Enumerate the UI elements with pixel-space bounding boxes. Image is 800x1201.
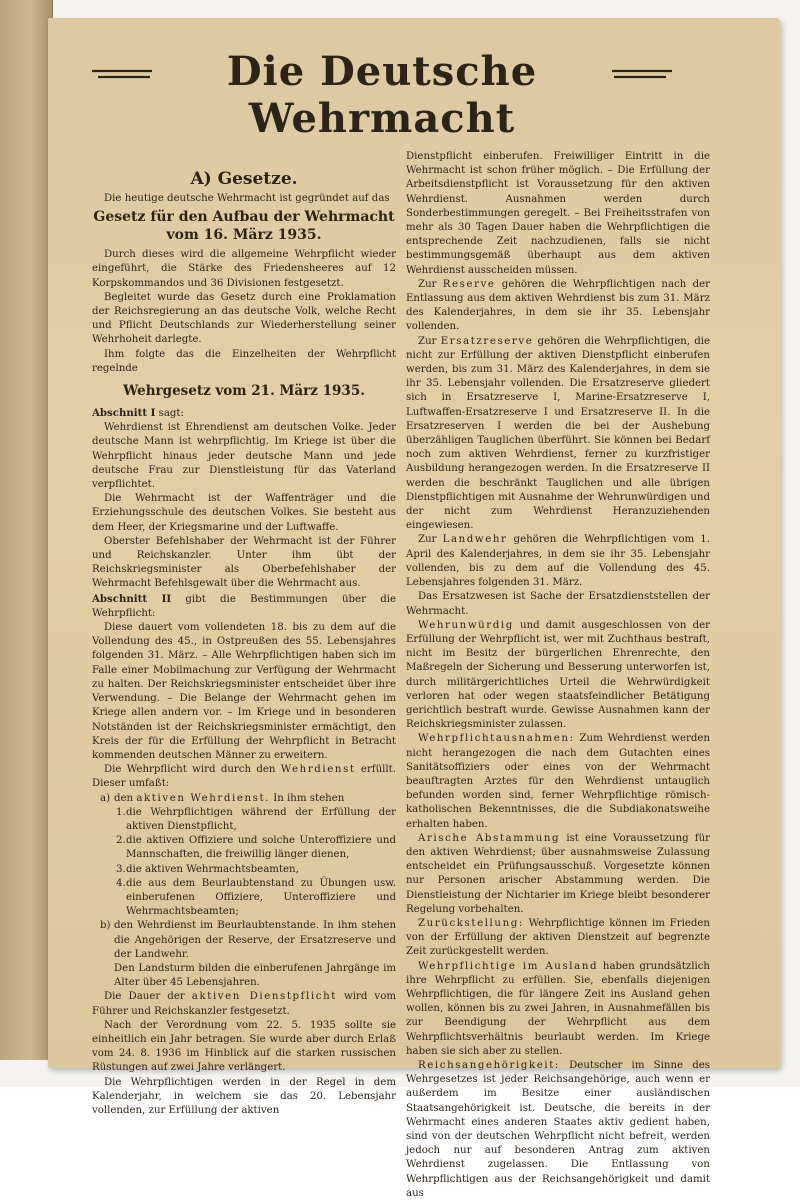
text-run: wird vom Führer und Reichskanzler festgesetzt. [92,991,396,1017]
list-sub-item [92,806,396,834]
book-page [48,18,780,1199]
paragraph: Die Wehrmacht ist der Waffenträger und die Erziehungsschule des deutschen Volkes. Sie besteht aus dem Heer, der Kriegsmarine und der Luftwaffe. [92,493,396,533]
paragraph [406,619,710,733]
list-number: 3. [116,863,126,875]
abschnitt-2-intro [92,592,396,621]
paragraph: Die Wehrpflichtigen werden in der Regel in dem Kalenderjahr, in welchem sie das 20. Lebensjahr vollenden, zur Erfüllung der aktiven [92,1076,396,1116]
spaced-term: Wehrpflichtige im Ausland [418,960,599,972]
text-run: Die Dauer der [104,991,192,1003]
law-title [92,208,396,244]
paragraph [406,533,710,590]
text-run: Zum Wehrdienst werden nicht herangezogen die nach dem Gutachten eines Sanitätsoffiziers oder eines von der Wehrmacht beauftragten Arztes für den Wehrdienst untauglich befunden worden sind, ferner Wehrpflichtige römisch-katholischen Bekenntnisses, die die Subdiakonatsweihe erhalten haben. [406,733,710,830]
left-column [92,168,396,1118]
spaced-term: Wehrdienst [280,764,356,776]
text-run: Zur [418,278,443,290]
text-run: In ihm stehen [269,792,345,804]
list-text: die aktiven Wehrmachtsbeamten, [126,863,299,875]
list-marker: a) [100,792,111,804]
paragraph [406,278,710,335]
paragraph [406,960,710,1059]
list-sub-item [92,863,396,877]
paragraph [92,763,396,791]
list-item-a [92,792,396,806]
paragraph [92,990,396,1018]
intro-text: Die heutige deutsche Wehrmacht ist gegründet auf das [104,193,390,204]
right-column [406,150,710,1201]
spaced-term: Arische Abstammung [418,832,561,844]
list-sub-item [92,834,396,862]
paragraph: Wehrdienst ist Ehrendienst am deutschen Volke. Jeder deutsche Mann ist wehrpflichtig. Im Kriege ist über die Wehrpflicht hinaus jeder deutsche Mann und jede deutsche Frau zur Dienstleistung für das Vaterland verpflichtet. [92,422,396,491]
list-text: die aktiven Offiziere und solche Unteroffiziere und Mannschaften, die freiwillig länger dienen, [126,835,396,861]
paragraph [406,832,710,917]
list-number: 4. [116,877,126,889]
spaced-term: Wehrunwürdig [418,619,514,631]
section-heading: A) Gesetze. [190,169,298,189]
abschnitt-1-suffix: sagt: [155,408,184,420]
text-run: den [114,792,137,804]
list-text: die Wehrpflichtigen während der Erfüllung der aktiven Dienstpflicht, [126,806,396,832]
text-run: gehören die Wehrpflichtigen, die nicht zur Erfüllung der aktiven Dienstpflicht einberufen werden, bis zum 31. März des Kalenderjahres, in dem sie ihr 35. Lebensjahr vollenden. Die Ersatzreserve gliedert sich in Ersatzreserve I, Marine-Ersatzreserve I, Luftwaffen-Ersatzreserve I und Ersatzreserve II. In die Ersatzreserven I werden die bei der Aushebung überzähligen Tauglichen überführt. Sie können bei Bedarf noch zum aktiven Wehrdienst, ferner zu kurzfristiger Ausbildung herangezogen werden. In die Ersatzreserve II werden die beschränkt Tauglichen und alle übrigen Dienstpflichtigen mit Ausnahme der Wehrunwürdigen und der nicht zum Wehrdienst Heranzuziehenden eingewiesen. [406,335,711,532]
spaced-term: aktiven Dienstpflicht [191,991,337,1003]
spaced-term: Ersatzreserve [440,335,534,347]
text-run: Zur [418,335,441,347]
paragraph: Dienstpflicht einberufen. Freiwilliger Eintritt in die Wehrmacht ist schon früher möglich. – Die Erfüllung der Arbeitsdienstpflicht ist Voraussetzung für den aktiven Wehrdienst. Ausnahmen werden durch Sonderbestimmungen geregelt. – Bei Freiheitsstrafen von mehr als 30 Tagen Dauer haben die Wehrpflichtigen die entsprechende Zeit nachzudienen, falls sie nicht bestimmungsgemäß überhaupt aus dem aktiven Wehrdienst ausscheiden müssen. [406,151,710,276]
spaced-term: Zurückstellung: [418,917,524,929]
law-title-line-2: vom 16. März 1935. [166,227,322,244]
text-run: Zur [418,534,443,546]
paragraph: Ihm folgte das die Einzelheiten der Wehrpflicht regelnde [92,348,396,374]
paragraph: Das Ersatzwesen ist Sache der Ersatzdienststellen der Wehrmacht. [406,591,710,617]
spaced-term: Landwehr [442,534,508,546]
spaced-term: Reserve [442,278,496,290]
paragraph: Begleitet wurde das Gesetz durch eine Proklamation der Reichsregierung an das deutsche Volk, welche Recht und Pflicht Deutschlands zur Wiederherstellung seiner Wehrhoheit darlegte. [92,291,396,346]
abschnitt-2-label: Abschnitt II [92,592,172,605]
spaced-term: Reichsangehörigkeit: [418,1060,560,1071]
previous-page-edge [0,0,53,1060]
paragraph [406,335,710,534]
page-content [88,70,748,1199]
text-run: und damit ausgeschlossen von der Erfüllung der Wehrpflicht ist, wer mit Zuchthaus bestraft, nicht im Besitz der bürgerlichen Ehrenrechte, den Maßregeln der Sicherung und Besserung unterworfen ist, durch militärgerichtliches Urteil die Wehrwürdigkeit verloren hat oder wegen staatsfeindlicher Betätigung gerichtlich bestraft wurde. Gewisse Ausnahmen kann der Reichskriegsminister zulassen. [406,619,710,731]
spaced-term: Wehrpflichtausnahmen: [418,733,575,745]
list-number: 2. [116,835,126,847]
paragraph: Diese dauert vom vollendeten 18. bis zu dem auf die Vollendung des 45., in Ostpreußen des 55. Lebensjahres folgenden 31. März. – Alle Wehrpflichtigen haben sich im Falle einer Mobilmachung zur Verfügung der Wehrmacht zu halten. Der Reichskriegsminister entscheidet über ihre Verwendung. – Die Belange der Wehrmacht gehen im Kriege allen andern vor. – Im Kriege und in besonderen Notständen ist der Reichskriegsminister ermächtigt, den Kreis der für die Erfüllung der Wehrpflicht in Betracht kommenden deutschen Männer zu erweitern. [92,622,396,761]
paragraph [406,917,710,960]
text-run: ist eine Voraussetzung für den aktiven Wehrdienst; über ausnahmsweise Zulassung entscheidet ein Prüfungsausschuß. Vorgesetzte können nur Personen arischer Abstammung werden. Die Dienstleistung der Nichtarier im Kriege bleibt besonderer Regelung vorbehalten. [406,832,710,915]
text-run: Die Wehrpflicht wird durch den [104,764,281,776]
abschnitt-1-intro [92,406,396,421]
text-run: haben grundsätzlich ihre Wehrpflicht zu erfüllen. Sie, ebenfalls diejenigen Wehrpflichtigen, die für längere Zeit ins Ausland gehen wollen, können bis zu zwei Jahren, in Ausnahmefällen bis zur Beendigung der Wehrpflicht aus dem Wehrpflichtsverhältnis beurlaubt werden. Im Kriege haben sie sich aber zu stellen. [406,960,710,1057]
text-run: gehören die Wehrpflichtigen vom 1. April des Kalenderjahres, in dem sie ihr 35. Lebensjahr vollenden, bis zu dem auf die Vollendung des 45. Lebensjahres folgenden 31. März. [406,534,710,589]
paragraph: Nach der Verordnung vom 22. 5. 1935 sollte sie einheitlich ein Jahr betragen. Sie wurde aber durch Erlaß vom 24. 8. 1936 im Hinblick auf die starken russischen Rüstungen auf zwei Jahre verlängert. [92,1019,396,1074]
list-sub-item [92,877,396,920]
list-number: 1. [116,806,126,818]
law-title-line-1: Gesetz für den Aufbau der Wehrmacht [93,209,395,226]
list-text: die aus dem Beurlaubtenstand zu Übungen usw. einberufenen Offiziere, Unteroffiziere und Wehrmachtsbeamten; [126,877,396,918]
abschnitt-1-label: Abschnitt I [92,407,156,420]
text-run: Deutscher im Sinne des Wehrgesetzes ist jeder Reichsangehörige, auch wenn er außerdem im Besitze einer ausländischen Staatsangehörigkeit ist. Deutsche, die bereits in der Wehrmacht eines anderen Staates aktiv gedient haben, sind von der deutschen Wehrpflicht nicht befreit, werden jedoch nur auf besonderen Antrag zum aktiven Wehrdienst zugelassen. Die Entlassung von Wehrpflichtigen aus der Reichsangehörigkeit und damit aus [406,1060,710,1199]
page-title: Die Deutsche Wehrmacht [226,48,538,142]
spaced-term: aktiven Wehrdienst. [136,792,270,804]
text-run: gehören die Wehrpflichtigen nach der Entlassung aus dem aktiven Wehrdienst bis zum 31. März des Kalenderjahres, in dem sie ihr 35. Lebensjahr vollenden. [406,278,710,333]
paragraph: Durch dieses wird die allgemeine Wehrpflicht wieder eingeführt, die Stärke des Friedensheeres auf 12 Korpskommandos und 36 Divisionen festgesetzt. [92,249,396,289]
paragraph [406,1059,710,1201]
landsturm-text: Den Landsturm bilden die einberufenen Jahrgänge im Alter über 45 Lebensjahren. [114,962,396,989]
list-text: den Wehrdienst im Beurlaubtenstande. In ihm stehen die Angehörigen der Reserve, der Ersatzreserve und der Landwehr. [114,920,396,960]
text-run: Wehrpflichtige können im Frieden von der Erfüllung der aktiven Dienstzeit auf begrenzte Zeit zurückgestellt werden. [406,917,710,958]
paragraph [406,732,710,831]
list-item-b [92,919,396,962]
wehrgesetz-heading: Wehrgesetz vom 21. März 1935. [123,383,365,400]
list-marker: b) [100,920,111,932]
text-run: erfüllt. Dieser umfaßt: [92,764,396,790]
paragraph: Oberster Befehlshaber der Wehrmacht ist der Führer und Reichskanzler. Unter ihm übt der Reichskriegsminister als Oberbefehlshaber der Wehrmacht Befehlsgewalt über die Wehrmacht aus. [92,535,396,590]
abschnitt-2-suffix: gibt die Bestimmungen über die Wehrpflicht: [92,593,397,619]
